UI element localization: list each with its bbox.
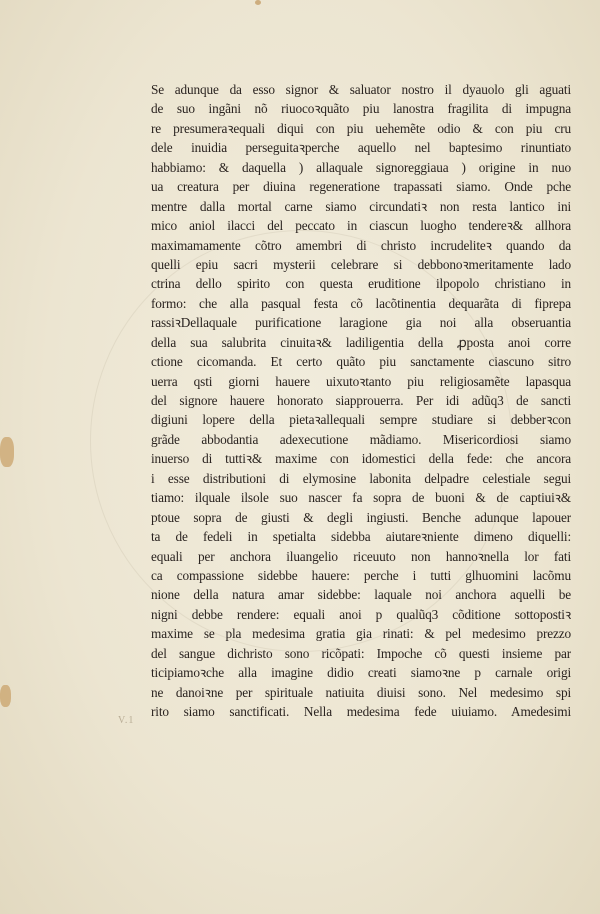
text-line: del signore hauere honorato siapprouerra. Per idi adũq3 de sancti (151, 393, 571, 408)
text-line: equali per anchora iluangelio riceuuto non hannoꝛnella lor fati (151, 548, 571, 564)
text-line: uerra qsti giorni hauere uixutoꝛtanto piu religiosamẽte lapasqua (151, 373, 571, 389)
text-line: del sangue dichristo sono ricõpati: Impoche cõ questi insieme par (151, 645, 571, 661)
text-line: rassiꝛDellaquale purificatione laragione gia noi alla obseruantia (151, 315, 571, 331)
text-line: nione della natura amar sidebbe: laquale noi anchora aquelli be (151, 587, 571, 603)
text-line: ca compassione sidebbe hauere: perche i tutti glhuomini lacõmu (151, 567, 571, 583)
text-line: i esse distributioni di elymosine labonita delpadre celestiale segui (151, 470, 571, 486)
text-line: ptoue sopra de giusti & degli ingiusti. Benche adunque lapouer (151, 509, 571, 525)
text-line: ta de fedeli in spetialta sidebba aiutareꝛniente dimeno diquelli: (151, 529, 571, 545)
ink-stain (255, 0, 261, 5)
text-line: quelli epiu sacri mysterii celebrare si debbonoꝛmeritamente lado (151, 256, 571, 272)
text-line: ctrina dello spirito con questa eruditione ilpopolo christiano in (151, 276, 571, 292)
text-line: maxime se pla medesima gratia gia rinati: & pel medesimo prezzo (151, 626, 571, 642)
text-line: rito siamo sanctificati. Nella medesima fede uiuiamo. Amedesimi (151, 704, 571, 719)
text-line: habbiamo: & daquella ) allaquale signoreggiaua ) origine in nuo (151, 159, 571, 175)
text-line: maximamamente cõtro amembri di christo incrudeliteꝛ quando da (151, 237, 571, 253)
text-line: nigni debbe rendere: equali anoi p qualũq3 cõditione sottopostiꝛ (151, 606, 571, 622)
text-line: re presumeraꝛequali diqui con piu uehemẽte odio & con piu cru (151, 120, 571, 136)
text-line: grãde abbodantia adexecutione mãdiamo. Misericordiosi siamo (151, 431, 571, 447)
text-line: de suo ingãni nõ riuocoꝛquãto piu lanostra fragilita di impugna (151, 101, 571, 117)
text-line: della sua salubrita cinuitaꝛ& ladiligentia della ꝓposta anoi corre (151, 334, 571, 350)
text-line: dele inuidia perseguitaꝛperche aquello nel baptesimo rinuntiato (151, 140, 571, 156)
page-number: V.1 (118, 715, 135, 726)
text-line: tiamo: ilquale ilsole suo nascer fa sopra de buoni & de captiuiꝛ& (151, 490, 571, 506)
text-line: digiuni lopere della pietaꝛallequali sempre studiare si debberꝛcon (151, 412, 571, 428)
text-line: inuerso di tuttiꝛ& maxime con idomestici della fede: che ancora (151, 451, 571, 467)
text-line: mentre dalla mortal carne siamo circundatiꝛ non resta lantico ini (151, 198, 571, 214)
binding-stain-left-upper (0, 437, 14, 467)
binding-stain-left-lower (0, 685, 11, 707)
text-line: mico aniol ilacci del peccato in ciascun luogho tendereꝛ& allhora (151, 218, 571, 234)
text-line: ctione cicomanda. Et certo quãto piu sanctamente ciascuno sitro (151, 354, 571, 370)
text-line: Se adunque da esso signor & saluator nostro il dyauolo gli aguati (151, 82, 571, 97)
body-text (151, 80, 571, 721)
text-line: formo: che alla pasqual festa cõ lacõtinentia dequarãta di fiprepa (151, 295, 571, 311)
text-line: ne danoiꝛne per spirituale natiuita diuisi sono. Nel medesimo spi (151, 684, 571, 700)
text-line: ticipiamoꝛche alla imagine didio creati siamoꝛne p carnale origi (151, 665, 571, 681)
text-line: ua creatura per diuina regeneratione trapassati siamo. Onde pche (151, 179, 571, 195)
